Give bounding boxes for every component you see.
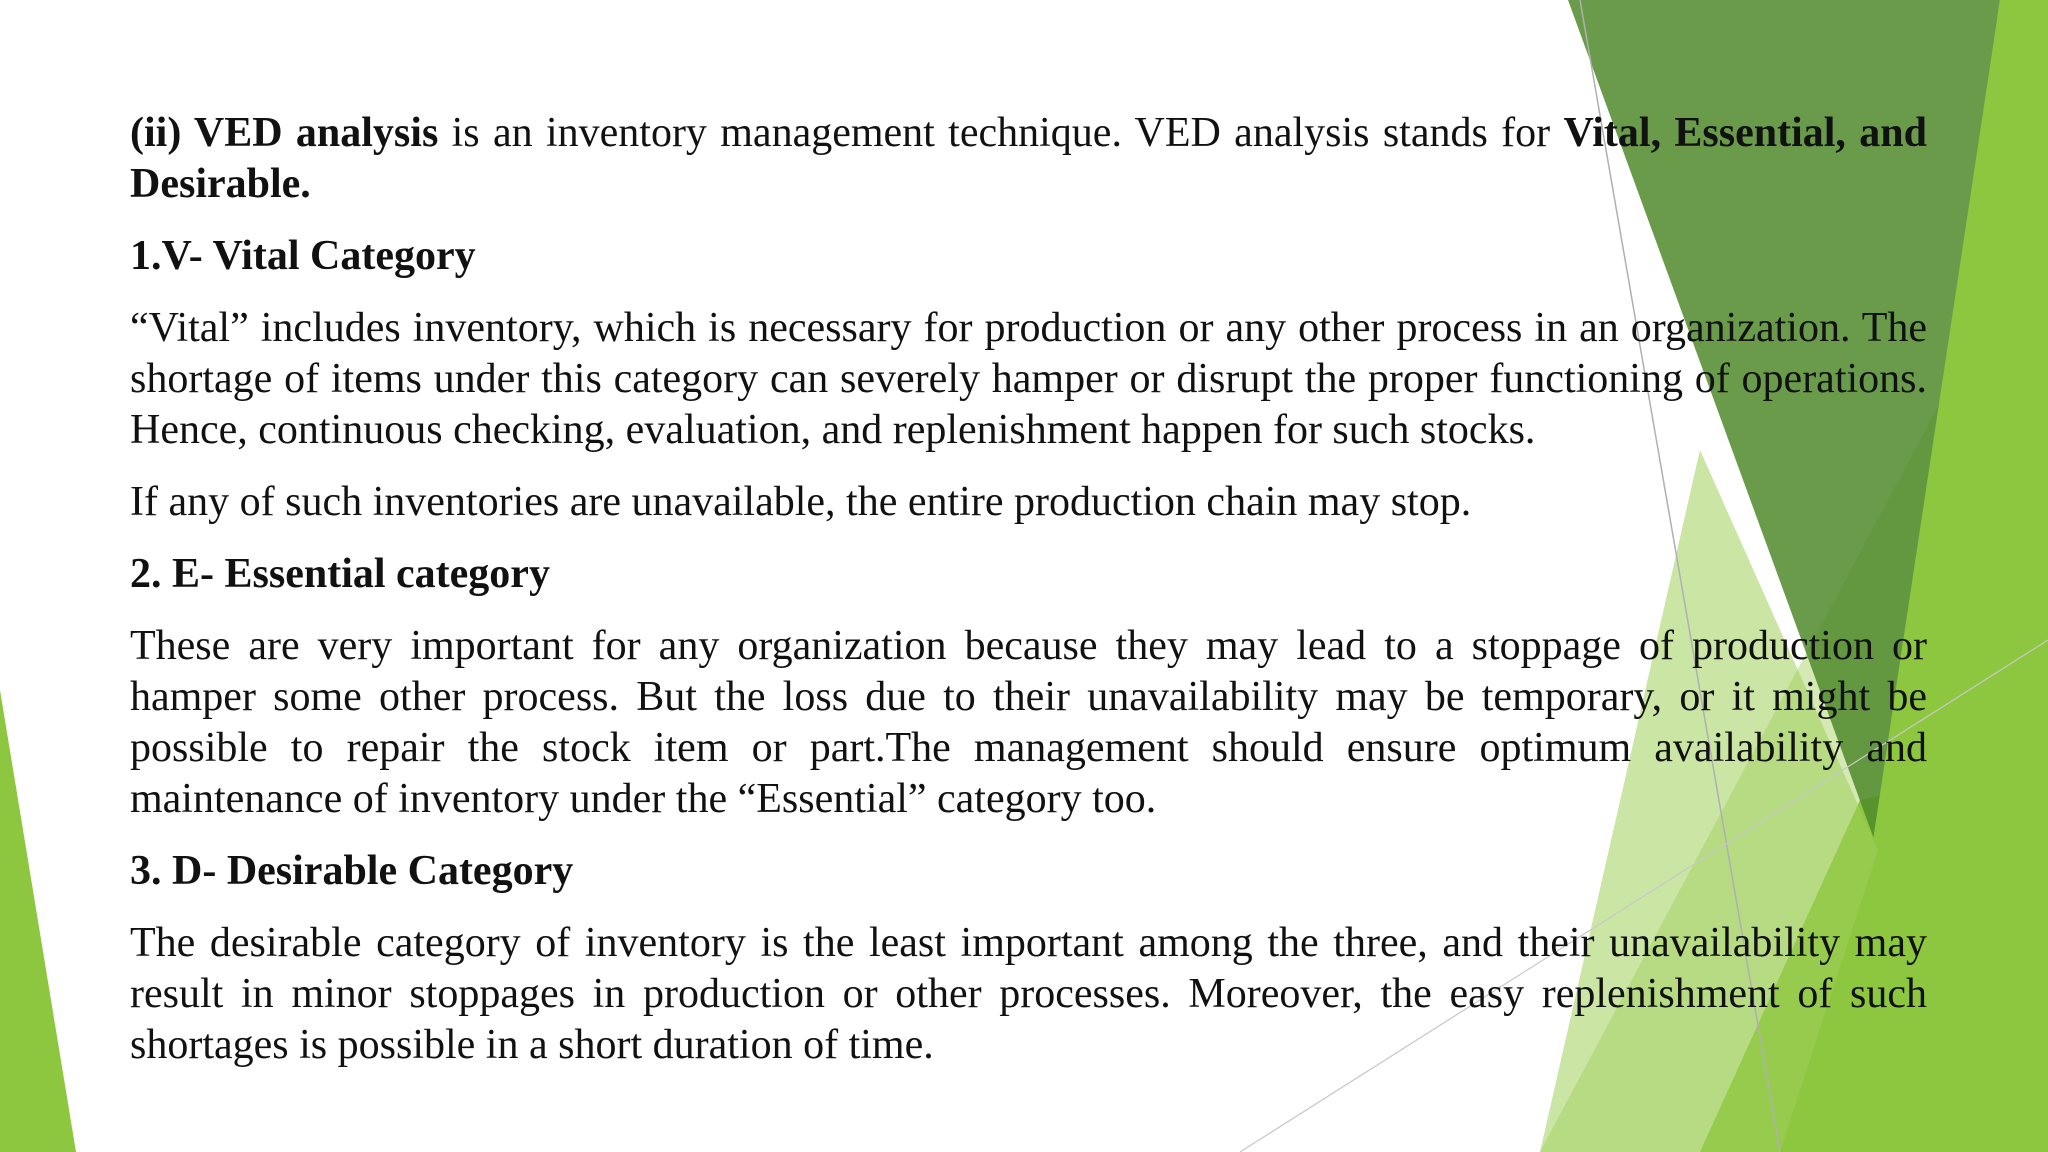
section-heading-desirable: 3. D- Desirable Category [130,848,574,894]
intro-tail-bold: Vital, Essential, and Desirable. [130,110,1927,207]
intro-paragraph [130,108,1927,210]
section-paragraph-vital-2: If any of such inventories are unavailable, the entire production chain may stop. [130,479,1472,525]
section-heading-essential: 2. E- Essential category [130,551,550,597]
left-green-sliver [0,690,76,1152]
section-paragraph-desirable-1: The desirable category of inventory is the least important among the three, and their unavailability may result in minor stoppages in production or other processes. Moreover, the easy replenishment of such shortages is possible in a short duration of time. [130,920,1927,1068]
intro-lead-text: is an inventory management technique. VED analysis stands for [438,110,1564,156]
section-heading-vital: 1.V- Vital Category [130,233,476,279]
slide-content [130,108,1927,1092]
section-paragraph-essential-1: These are very important for any organization because they may lead to a stoppage of production or hamper some other process. But the loss due to their unavailability may be temporary, or it might be possible to repair the stock item or part.The management should ensure optimum availability and maintenance of inventory under the “Essential” category too. [130,623,1927,822]
intro-lead-bold: (ii) VED analysis [130,110,439,156]
section-paragraph-vital-1: “Vital” includes inventory, which is necessary for production or any other process in an organization. The shortage of items under this category can severely hamper or disrupt the proper functioning of operations. Hence, continuous checking, evaluation, and replenishment happen for such stocks. [130,305,1927,453]
